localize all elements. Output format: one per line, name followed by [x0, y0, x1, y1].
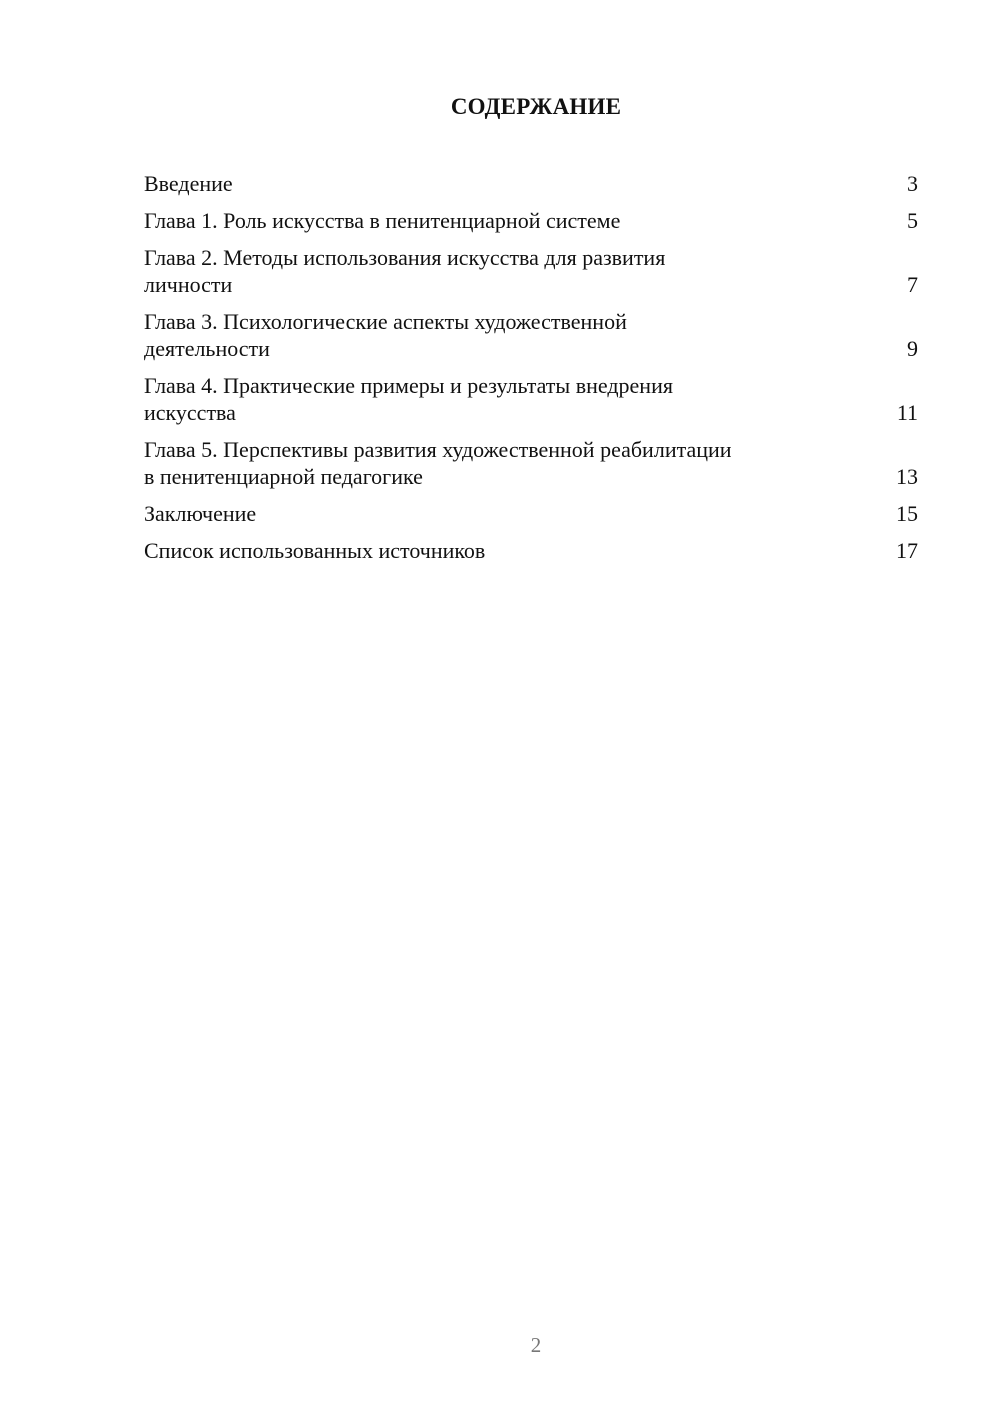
toc-entry-line: искусства	[144, 400, 236, 425]
toc-entry-line: Глава 5. Перспективы развития художественной реабилитации	[144, 437, 732, 462]
toc-entry-text	[144, 244, 918, 298]
toc-page-number: 3	[907, 171, 918, 196]
page-number: 2	[530, 1333, 542, 1357]
page-title: СОДЕРЖАНИЕ	[450, 94, 622, 119]
toc-entry-chapter-5[interactable]	[144, 436, 918, 490]
toc-entry-text	[144, 308, 918, 362]
toc-page-number: 17	[896, 538, 918, 563]
toc-entry-introduction[interactable]	[144, 170, 918, 197]
toc-entry-line: Введение	[144, 171, 233, 196]
toc-entry-conclusion[interactable]	[144, 500, 918, 527]
toc-entry-line: Глава 4. Практические примеры и результаты внедрения	[144, 373, 673, 398]
toc-page-number: 5	[907, 208, 918, 233]
toc-page-number: 15	[896, 501, 918, 526]
toc-entry-chapter-4[interactable]	[144, 372, 918, 426]
toc-page-number: 7	[907, 272, 918, 297]
toc-entry-text	[144, 170, 918, 197]
toc-page-number: 11	[896, 400, 918, 425]
toc-entry-line: деятельности	[144, 336, 270, 361]
toc-entry-line: Список использованных источников	[144, 538, 486, 563]
toc-entry-line: Глава 3. Психологические аспекты художественной	[144, 309, 627, 334]
toc-entry-text	[144, 500, 918, 527]
toc-entry-text	[144, 436, 918, 490]
toc-entry-line: личности	[144, 272, 233, 297]
toc-page-number: 13	[896, 464, 918, 489]
toc-entry-chapter-2[interactable]	[144, 244, 918, 298]
toc-entry-chapter-1[interactable]	[144, 207, 918, 234]
toc-entry-text	[144, 537, 918, 564]
toc-entry-line: Глава 1. Роль искусства в пенитенциарной системе	[144, 208, 621, 233]
toc-entry-line: Глава 2. Методы использования искусства для развития	[144, 245, 666, 270]
toc-entry-text	[144, 207, 918, 234]
toc-entry-text	[144, 372, 918, 426]
toc-entry-chapter-3[interactable]	[144, 308, 918, 362]
toc-page-number: 9	[907, 336, 918, 361]
toc-entry-references[interactable]	[144, 537, 918, 564]
table-of-contents	[144, 170, 918, 574]
toc-entry-line: в пенитенциарной педагогике	[144, 464, 423, 489]
toc-entry-line: Заключение	[144, 501, 257, 526]
